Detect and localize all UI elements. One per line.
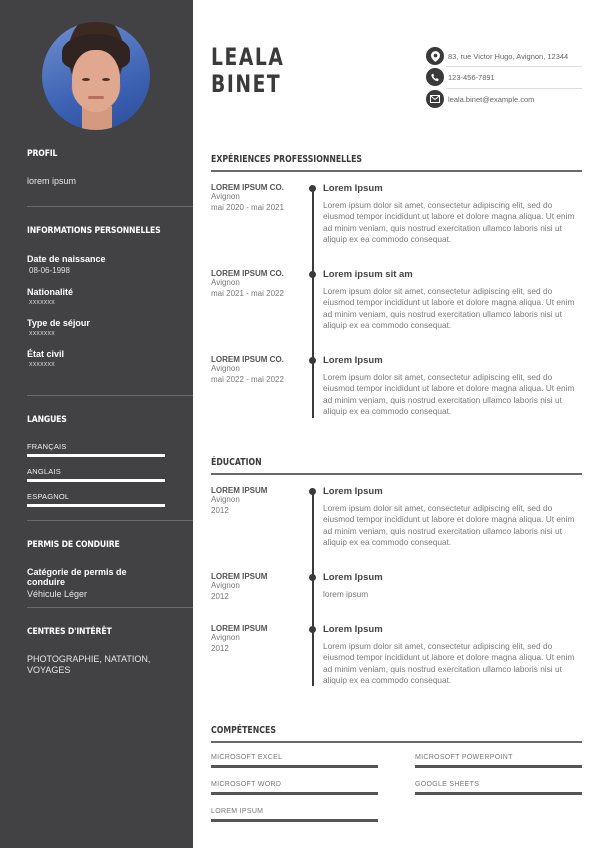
interests-text-line1: PHOTOGRAPHIE, NATATION, (27, 654, 151, 664)
skill-label: MICROSOFT EXCEL (211, 754, 283, 761)
section-rule (211, 170, 582, 172)
skill-level-bar (415, 765, 582, 768)
entry-year: 2012 (211, 591, 229, 601)
avatar-eye-right (102, 78, 110, 81)
info-label: Type de séjour (27, 318, 90, 328)
profile-section (27, 149, 167, 186)
entry-dates: mai 2022 - mai 2022 (211, 374, 284, 384)
timeline-dot-icon (309, 626, 316, 633)
skill-label: LOREM IPSUM (211, 808, 264, 815)
section-rule (211, 473, 582, 475)
contact-address (426, 47, 582, 65)
language-level-bar (27, 479, 165, 482)
language-item (27, 492, 167, 507)
profile-title: PROFIL (27, 149, 58, 159)
entry-description: Lorem ipsum dolor sit amet, consectetur adipiscing elit, sed do eiusmod tempor incididunt ut labore et dolore magna aliqua. Ut enim ad minim veniam, quis nostrud exercitation ullamco laboris nisi ut aliquip ex ea commodo consequat. (323, 503, 575, 547)
timeline-dot-icon (309, 357, 316, 364)
entry-role: Lorem Ipsum (323, 355, 383, 366)
sidebar-divider (27, 607, 193, 608)
info-value: 08-06-1998 (29, 266, 70, 275)
entry-city: Avignon (211, 192, 240, 201)
candidate-name (211, 44, 284, 98)
skills-title: COMPÉTENCES (211, 725, 276, 736)
entry-year: 2012 (211, 643, 229, 653)
interests-title: CENTRES D'INTÉRÊT (27, 627, 112, 637)
info-item-marital-status (27, 349, 167, 368)
contact-divider (446, 88, 582, 89)
sidebar-divider (27, 206, 193, 207)
language-item (27, 442, 167, 457)
entry-city: Avignon (211, 495, 240, 504)
avatar-face (72, 50, 120, 112)
experience-title: EXPÉRIENCES PROFESSIONNELLES (211, 154, 363, 165)
license-section (27, 540, 167, 599)
language-level-bar (27, 504, 165, 507)
entry-company: LOREM IPSUM CO. (211, 355, 284, 364)
education-title: ÉDUCATION (211, 457, 262, 468)
skill-label: GOOGLE SHEETS (415, 781, 480, 788)
avatar-eye-left (82, 78, 90, 81)
sidebar (0, 0, 193, 848)
languages-section (27, 415, 167, 507)
experience-entry (211, 355, 582, 416)
timeline-dot-icon (309, 185, 316, 192)
info-item-nationality (27, 287, 167, 306)
experience-entry (211, 183, 582, 244)
info-item-birthdate (27, 254, 167, 275)
timeline-dot-icon (309, 574, 316, 581)
sidebar-divider (27, 395, 193, 396)
entry-city: Avignon (211, 633, 240, 642)
skill-item (211, 808, 378, 822)
mail-icon (426, 90, 444, 108)
personal-info-section (27, 226, 167, 368)
license-value: Véhicule Léger (27, 589, 88, 599)
skill-level-bar (211, 765, 378, 768)
contact-divider (446, 66, 582, 67)
license-label: Catégorie de permis de conduire (27, 567, 127, 587)
section-rule (211, 741, 582, 743)
entry-description: Lorem ipsum dolor sit amet, consectetur adipiscing elit, sed do eiusmod tempor incididunt ut labore et dolore magna aliqua. Ut enim ad minim veniam, quis nostrud exercitation ullamco laboris nisi ut aliquip ex ea commodo consequat. (323, 286, 575, 330)
skill-item (211, 754, 378, 768)
avatar-mouth (88, 96, 104, 99)
skill-item (415, 754, 582, 768)
info-value: xxxxxxx (29, 330, 55, 337)
entry-role: Lorem Ipsum (323, 183, 383, 194)
info-label: État civil (27, 349, 65, 359)
address-text: 83, rue Victor Hugo, Avignon, 12344 (448, 51, 569, 61)
entry-school: LOREM IPSUM (211, 486, 268, 495)
entry-year: 2012 (211, 505, 229, 515)
interests-text-line2: VOYAGES (27, 665, 71, 675)
profile-text: lorem ipsum (27, 176, 77, 186)
info-label: Date de naissance (27, 254, 106, 264)
skill-item (211, 781, 378, 795)
entry-description: Lorem ipsum dolor sit amet, consectetur adipiscing elit, sed do eiusmod tempor incididunt ut labore et dolore magna aliqua. Ut enim ad minim veniam, quis nostrud exercitation ullamco laboris nisi ut aliquip ex ea commodo consequat. (323, 200, 575, 244)
entry-school: LOREM IPSUM (211, 572, 268, 581)
skill-level-bar (211, 792, 378, 795)
entry-city: Avignon (211, 278, 240, 287)
entry-degree: Lorem Ipsum (323, 486, 383, 497)
skill-level-bar (211, 819, 378, 822)
experience-entry (211, 269, 582, 330)
timeline-dot-icon (309, 488, 316, 495)
skill-item (415, 781, 582, 795)
email-link[interactable]: leala.binet@example.com (448, 94, 535, 104)
entry-dates: mai 2020 - mai 2021 (211, 202, 284, 212)
language-item (27, 467, 167, 482)
entry-school: LOREM IPSUM (211, 624, 268, 633)
language-label: FRANÇAIS (27, 442, 67, 451)
entry-city: Avignon (211, 581, 240, 590)
info-value: xxxxxxx (29, 361, 55, 368)
info-label: Nationalité (27, 287, 74, 297)
language-label: ESPAGNOL (27, 492, 70, 501)
languages-title: LANGUES (27, 415, 67, 425)
contact-phone (426, 68, 582, 86)
avatar (42, 22, 150, 130)
phone-text[interactable]: 123-456-7891 (448, 72, 495, 82)
education-entry (211, 486, 582, 547)
entry-role: Lorem ipsum sit am (323, 269, 413, 280)
skill-level-bar (415, 792, 582, 795)
entry-description: lorem ipsum (323, 589, 369, 599)
phone-icon (426, 68, 444, 86)
entry-description: Lorem ipsum dolor sit amet, consectetur adipiscing elit, sed do eiusmod tempor incididunt ut labore et dolore magna aliqua. Ut enim ad minim veniam, quis nostrud exercitation ullamco laboris nisi ut aliquip ex ea commodo consequat. (323, 641, 575, 685)
entry-degree: Lorem Ipsum (323, 624, 383, 635)
entry-dates: mai 2021 - mai 2022 (211, 288, 284, 298)
entry-degree: Lorem Ipsum (323, 572, 383, 583)
language-label: ANGLAIS (27, 467, 61, 476)
skill-label: MICROSOFT POWERPOINT (415, 754, 513, 761)
contact-email (426, 90, 582, 108)
last-name: BINET (211, 70, 282, 98)
info-item-residence-type (27, 318, 167, 337)
education-entry (211, 572, 582, 602)
info-value: xxxxxxx (29, 299, 55, 306)
first-name: LEALA (211, 43, 285, 71)
sidebar-divider (27, 520, 193, 521)
entry-city: Avignon (211, 364, 240, 373)
map-pin-icon (426, 47, 444, 65)
skill-label: MICROSOFT WORD (211, 781, 282, 788)
license-title: PERMIS DE CONDUIRE (27, 540, 120, 550)
personal-info-title: INFORMATIONS PERSONNELLES (27, 226, 161, 236)
education-entry (211, 624, 582, 685)
entry-description: Lorem ipsum dolor sit amet, consectetur adipiscing elit, sed do eiusmod tempor incididunt ut labore et dolore magna aliqua. Ut enim ad minim veniam, quis nostrud exercitation ullamco laboris nisi ut aliquip ex ea commodo consequat. (323, 372, 575, 416)
interests-section (27, 627, 167, 675)
timeline-dot-icon (309, 271, 316, 278)
language-level-bar (27, 454, 165, 457)
entry-company: LOREM IPSUM CO. (211, 183, 284, 192)
entry-company: LOREM IPSUM CO. (211, 269, 284, 278)
